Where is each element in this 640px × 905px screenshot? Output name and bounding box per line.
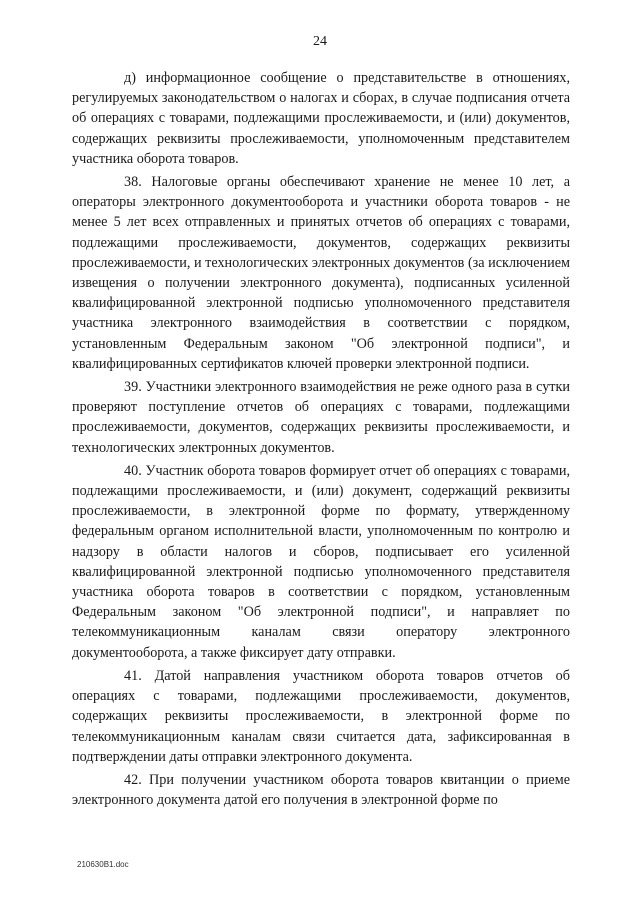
page-number: 24 xyxy=(313,34,327,49)
document-body xyxy=(72,68,570,810)
paragraph-39: 39. Участники электронного взаимодействия не реже одного раза в сутки проверяют поступление отчетов об операциях с товарами, подлежащими прослеживаемости, документов, содержащих реквизиты прослеживаемости, и технологических электронных документов. xyxy=(72,379,570,456)
paragraph-38: 38. Налоговые органы обеспечивают хранение не менее 10 лет, а операторы электронного документооборота и участники оборота товаров - не менее 5 лет всех отправленных и принятых отчетов об операциях с товарами, подлежащими прослеживаемости, документов, содержащих реквизиты прослеживаемости, и технологических электронных документов (за исключением извещения о получении электронного документа), подписанных усиленной квалифицированной электронной подписью уполномоченного представителя участника электронного взаимодействия в соответствии с порядком, установленным Федеральным законом "Об электронной подписи", и квалифицированных сертификатов ключей проверки электронной подписи. xyxy=(72,174,570,372)
document-filename-footer: 210630В1.doc xyxy=(77,860,129,869)
paragraph-d: д) информационное сообщение о представительстве в отношениях, регулируемых законодательством о налогах и сборах, в случае подписания отчета об операциях с товарами, подлежащими прослеживаемости, и (или) документов, содержащих реквизиты прослеживаемости, уполномоченным представителем участника оборота товаров. xyxy=(72,70,570,167)
paragraph-42: 42. При получении участником оборота товаров квитанции о приеме электронного документа датой его получения в электронной форме по xyxy=(72,771,570,809)
paragraph-40: 40. Участник оборота товаров формирует отчет об операциях с товарами, подлежащими прослеживаемости, и (или) документ, содержащий реквизиты прослеживаемости, в электронной форме по формату, утвержденному федеральным органом исполнительной власти, уполномоченным по контролю и надзору в области налогов и сборов, подписывает его усиленной квалифицированной электронной подписью уполномоченного представителя участника оборота товаров в соответствии с порядком, установленным Федеральным законом "Об электронной подписи", и направляет по телекоммуникационным каналам связи оператору электронного документооборота, а также фиксирует дату отправки. xyxy=(72,462,570,661)
paragraph-41: 41. Датой направления участником оборота товаров отчетов об операциях с товарами, подлежащими прослеживаемости, документов, содержащих реквизиты прослеживаемости, в электронной форме по телекоммуникационным каналам связи считается дата, зафиксированная в подтверждении даты отправки электронного документа. xyxy=(72,667,570,765)
